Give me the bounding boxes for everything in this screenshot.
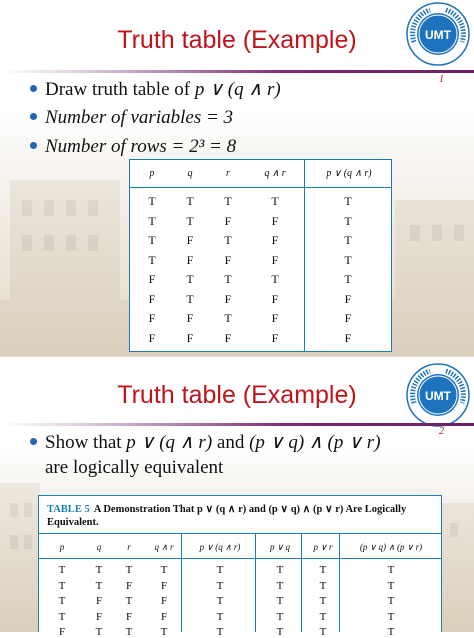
header-q: q	[187, 168, 193, 179]
bullet-continuation: are logically equivalent	[45, 457, 224, 478]
table-cell: T	[344, 233, 352, 247]
table-cell: T	[276, 595, 284, 607]
table-cell: T	[319, 610, 327, 623]
table-cell: T	[224, 311, 232, 325]
table-cell: F	[186, 311, 194, 325]
caption-divider	[39, 533, 441, 534]
table-cell: T	[344, 252, 352, 267]
table-cell: F	[95, 610, 103, 623]
truth-table-p-or-q-and-r	[129, 159, 392, 352]
table-cell: T	[387, 579, 395, 592]
svg-text:UMT: UMT	[425, 389, 451, 403]
table-cell: F	[224, 291, 232, 306]
bullet-draw-truth-table: Draw truth table of p ∨ (q ∧ r)	[30, 78, 281, 101]
table-header-cell: p	[59, 542, 65, 552]
table-cell: T	[216, 595, 224, 607]
table-cell: F	[148, 330, 156, 345]
svg-text:UMT: UMT	[425, 28, 451, 42]
table-cell: T	[95, 564, 103, 576]
table-cell: T	[95, 626, 103, 638]
table-cell: T	[271, 194, 279, 208]
table-cell: F	[148, 272, 156, 286]
table-header-cell: q ∧ r	[154, 542, 174, 552]
header-r: r	[226, 168, 230, 179]
table-cell: T	[148, 233, 156, 247]
table-cell: T	[387, 610, 395, 623]
table-cell: F	[271, 252, 279, 267]
page-number: 2	[439, 426, 444, 437]
table-cell: T	[344, 213, 352, 228]
table-cell: T	[276, 626, 284, 638]
table-cell: F	[148, 311, 156, 325]
page-number: 1	[439, 74, 444, 85]
bullet-icon	[30, 438, 37, 445]
header-p: p	[149, 168, 155, 179]
table-cell: T	[186, 213, 194, 228]
table-caption: TABLE 5 A Demonstration That p ∨ (q ∧ r) and (p ∨ q) ∧ (p ∨ r) Are Logically Equivalent.	[47, 504, 407, 528]
table-cell: F	[95, 595, 103, 607]
bullet-icon	[30, 142, 37, 149]
table-cell: T	[319, 579, 327, 592]
table-header-cell: r	[127, 542, 131, 552]
table-cell: T	[216, 610, 224, 623]
table-cell: T	[276, 564, 284, 576]
table-cell: F	[224, 330, 232, 345]
table-cell: F	[271, 311, 279, 325]
table-cell: T	[58, 595, 66, 607]
table-header-cell: p ∨ q	[269, 542, 291, 552]
table-cell: T	[319, 564, 327, 576]
table-cell: T	[148, 213, 156, 228]
table-cell: F	[186, 252, 194, 267]
table-cell: T	[148, 194, 156, 208]
table-cell: T	[216, 626, 224, 638]
table-cell: T	[344, 194, 352, 208]
title-divider	[0, 423, 474, 426]
table-cell: F	[160, 579, 168, 592]
bullet-icon	[30, 85, 37, 92]
table-cell: T	[319, 595, 327, 607]
table-cell: F	[271, 330, 279, 345]
table-cell: T	[216, 564, 224, 576]
table-cell: F	[160, 595, 168, 607]
table-cell: T	[276, 579, 284, 592]
table-cell: F	[125, 579, 133, 592]
header-q-and-r: q ∧ r	[264, 168, 286, 179]
bullet-show-equivalence: Show that p ∨ (q ∧ r) and (p ∨ q) ∧ (p ∨ r)	[30, 431, 381, 454]
table-header-cell: p ∨ r	[313, 542, 333, 552]
table-cell: T	[58, 610, 66, 623]
table-cell: T	[58, 564, 66, 576]
table-cell: T	[216, 579, 224, 592]
table-cell: F	[344, 291, 352, 306]
table-cell: T	[224, 272, 232, 286]
table-cell: T	[387, 564, 395, 576]
table-header-cell: (p ∨ q) ∧ (p ∨ r)	[359, 542, 423, 552]
table-cell: F	[160, 610, 168, 623]
table-cell: F	[186, 330, 194, 345]
table-cell: T	[344, 272, 352, 286]
table-5-logical-equivalence	[38, 495, 442, 638]
table-cell: T	[125, 626, 133, 638]
table-cell: F	[125, 610, 133, 623]
table-cell: T	[387, 595, 395, 607]
table-cell: T	[186, 291, 194, 306]
table-header-cell: q	[96, 542, 102, 552]
header-p-or-q-and-r: p ∨ (q ∧ r)	[326, 168, 372, 179]
table-cell: T	[276, 610, 284, 623]
bullet-number-of-variables: Number of variables = 3	[30, 107, 233, 129]
table-cell: T	[186, 194, 194, 208]
column-divider	[304, 160, 305, 351]
table-cell: F	[271, 233, 279, 247]
slide-title: Truth table (Example)	[117, 26, 357, 54]
table-cell: F	[271, 213, 279, 228]
table-cell: T	[387, 626, 395, 638]
table-cell: F	[344, 330, 352, 345]
bullet-icon	[30, 113, 37, 120]
table-cell: F	[271, 291, 279, 306]
table-cell: T	[160, 626, 168, 638]
table-cell: F	[186, 233, 194, 247]
table-cell: T	[95, 579, 103, 592]
table-cell: T	[186, 272, 194, 286]
title-divider	[0, 70, 474, 73]
table-cell: T	[125, 564, 133, 576]
table-cell: T	[160, 564, 168, 576]
table-cell: F	[344, 311, 352, 325]
table-cell: T	[148, 252, 156, 267]
umt-logo-icon	[406, 363, 470, 427]
table-cell: F	[58, 626, 66, 638]
table-cell: T	[125, 595, 133, 607]
header-divider	[39, 558, 441, 559]
table-cell: T	[224, 233, 232, 247]
bullet-number-of-rows: Number of rows = 2³ = 8	[30, 136, 236, 158]
table-cell: F	[224, 252, 232, 267]
table-cell: T	[271, 272, 279, 286]
slide-title: Truth table (Example)	[117, 381, 357, 409]
table-cell: T	[224, 194, 232, 208]
table-cell: T	[58, 579, 66, 592]
umt-logo-icon	[406, 2, 470, 66]
table-cell: T	[319, 626, 327, 638]
table-cell: F	[224, 213, 232, 228]
table-cell: F	[148, 291, 156, 306]
table-header-cell: p ∨ (q ∧ r)	[199, 542, 241, 552]
